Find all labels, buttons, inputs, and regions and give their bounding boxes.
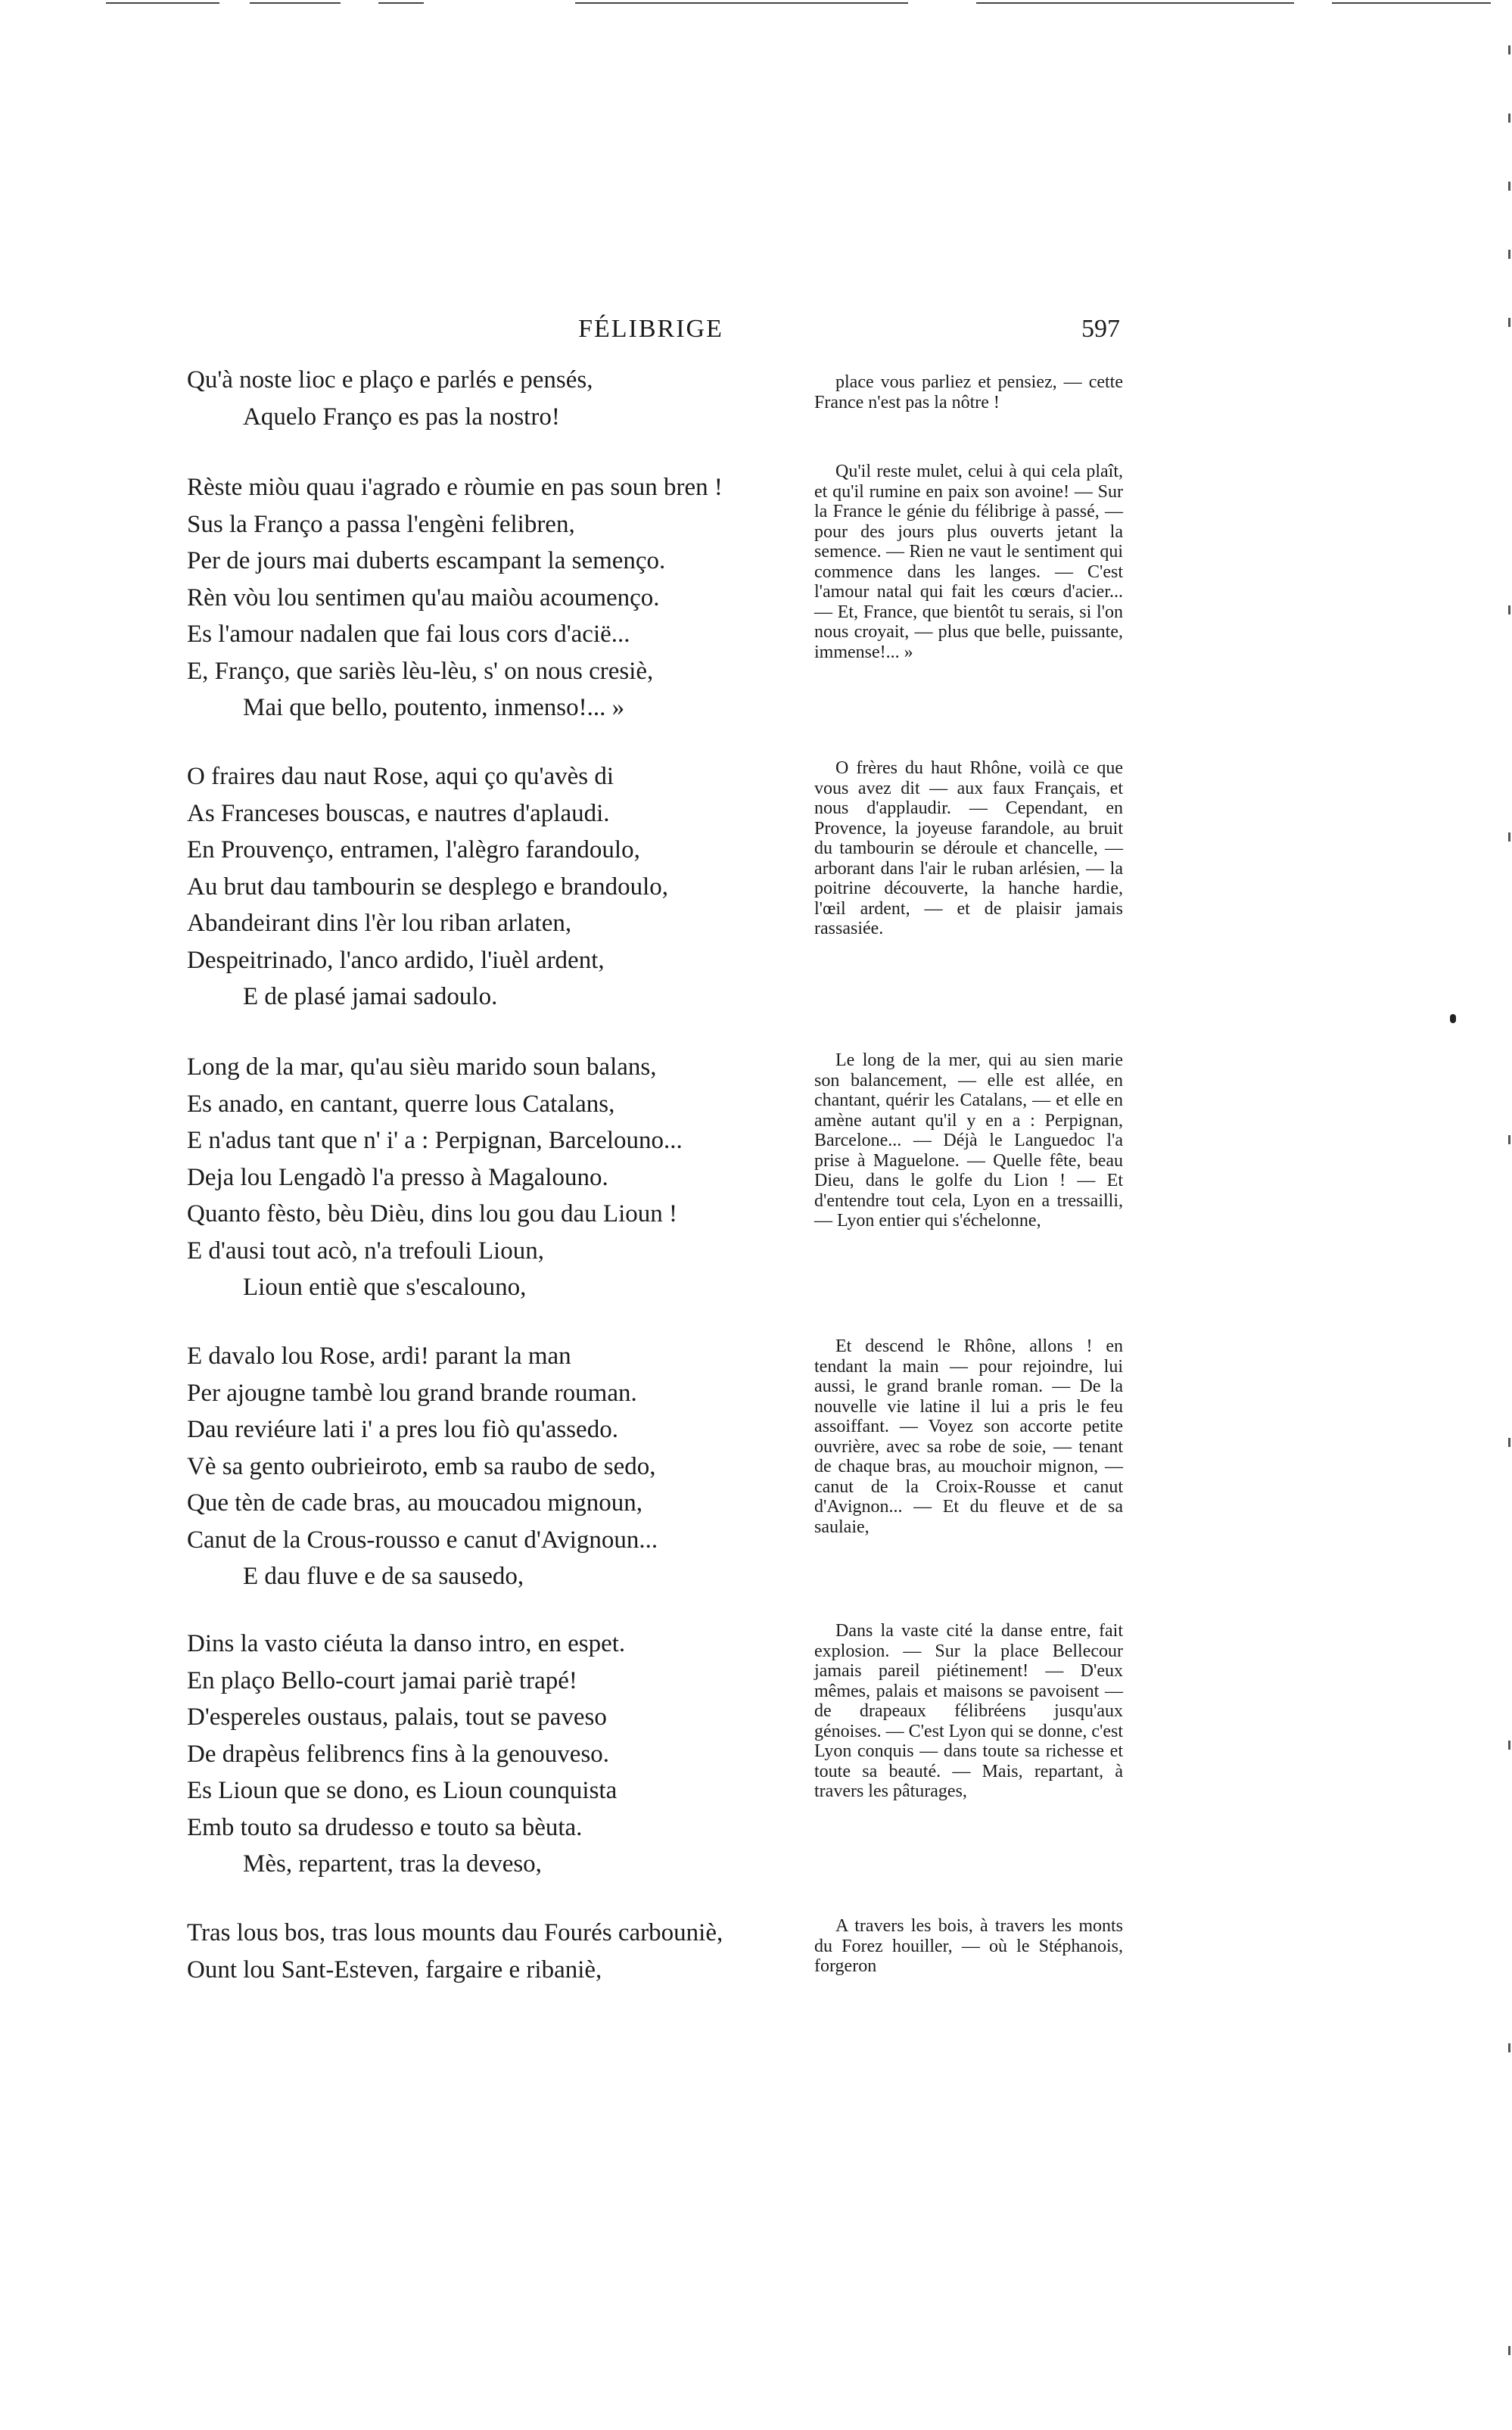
verse-line: Es l'amour nadalen que fai lous cors d'acië...	[187, 621, 630, 648]
verse-line: As Franceses bouscas, e nautres d'aplaudi.	[187, 799, 610, 827]
verse-line: Es anado, en cantant, querre lous Catalans,	[187, 1090, 615, 1118]
verse-line: E de plasé jamai sadoulo.	[243, 983, 498, 1010]
verse-line: Long de la mar, qu'au sièu marido soun balans,	[187, 1053, 657, 1081]
verse-line: Mai que bello, poutento, inmenso!... »	[243, 694, 625, 721]
verse-line: Despeitrinado, l'anco ardido, l'iuèl ardent,	[187, 946, 605, 974]
verse-line: E n'adus tant que n' i' a : Perpignan, Barcelouno...	[187, 1127, 683, 1154]
verse-line: Quanto fèsto, bèu Dièu, dins lou gou dau Lioun !	[187, 1200, 677, 1227]
running-header-title: FÉLIBRIGE	[578, 315, 723, 343]
verse-line: Sus la Franço a passa l'engèni felibren,	[187, 510, 575, 538]
margin-ink-speck	[1450, 1014, 1456, 1023]
verse-line: Deja lou Lengadò l'a presso à Magalouno.	[187, 1163, 608, 1191]
verse-line: Ount lou Sant-Esteven, fargaire e ribaniè,	[187, 1956, 602, 1984]
verse-stanza	[187, 1049, 807, 1306]
verse-line: Abandeirant dins l'èr lou riban arlaten,	[187, 910, 572, 937]
translation-paragraph: Le long de la mer, qui au sien marie son balancement, — elle est allée, en chantant, quérir les Catalans, — et elle en amène autant qu'il y en a : Perpignan, Barcelone... — Déjà le Languedoc l'a prise à Maguelone. — Quelle fête, beau Dieu, dans le golfe du Lion ! — Et d'entendre tout cela, Lyon en a tressailli, — Lyon entier qui s'échelonne,	[814, 1050, 1123, 1231]
translation-paragraph: Qu'il reste mulet, celui à qui cela plaît, et qu'il rumine en paix son avoine! — Sur la France le génie du félibrige à passé, — pour des jours plus ouverts jetant la semence. — Rien ne vaut le sentiment qui commence dans les langes. — C'est l'amour natal qui fait les cœurs d'acier... — Et, France, que bientôt tu serais, si l'on nous croyait, — plus que belle, puissante, immense!... »	[814, 462, 1123, 662]
verse-line: Tras lous bos, tras lous mounts dau Fourés carbouniè,	[187, 1919, 723, 1946]
verse-line: E davalo lou Rose, ardi! parant la man	[187, 1343, 571, 1370]
translation-paragraph: Dans la vaste cité la danse entre, fait explosion. — Sur la place Bellecour jamais pareil piétinement! — D'eux mêmes, palais et maisons se pavoisent — de drapeaux félibréens jusqu'aux génoises. — C'est Lyon qui se donne, c'est Lyon conquis — dans toute sa richesse et toute sa beauté. — Mais, repartant, à travers les pâturages,	[814, 1621, 1123, 1801]
verse-line: E d'ausi tout acò, n'a trefouli Lioun,	[187, 1237, 544, 1265]
verse-stanza	[187, 758, 807, 1016]
verse-line: Qu'à noste lioc e plaço e parlés e pensés,	[187, 366, 593, 394]
verse-line: Canut de la Crous-rousso e canut d'Avignoun...	[187, 1526, 658, 1554]
translation-paragraph: place vous parliez et pensiez, — cette France n'est pas la nôtre !	[814, 372, 1123, 412]
verse-stanza	[187, 362, 807, 435]
verse-line: En Prouvenço, entramen, l'alègro farandoulo,	[187, 836, 640, 863]
verse-line: Rèste miòu quau i'agrado e ròumie en pas soun bren !	[187, 474, 723, 501]
scan-right-edge-artifact	[1501, 0, 1512, 2430]
translation-paragraph: O frères du haut Rhône, voilà ce que vous avez dit — aux faux Français, et nous d'applaudir. — Cependant, en Provence, la joyeuse farandole, au bruit du tambourin se déroule et chancelle, — arborant dans l'air le ruban arlésien, — la poitrine découverte, la hanche hardie, l'œil ardent, — et de plaisir jamais rassasiée.	[814, 758, 1123, 938]
verse-line: Rèn vòu lou sentimen qu'au maiòu acoumenço.	[187, 583, 660, 611]
verse-line: Dins la vasto ciéuta la danso intro, en espet.	[187, 1630, 626, 1657]
scan-top-artifact	[0, 0, 1512, 11]
verse-line: Vè sa gento oubrieiroto, emb sa raubo de sedo,	[187, 1452, 656, 1480]
verse-line: Lioun entiè que s'escalouno,	[243, 1274, 527, 1301]
verse-stanza	[187, 469, 807, 727]
verse-line: Per de jours mai duberts escampant la semenço.	[187, 547, 666, 574]
verse-stanza	[187, 1915, 807, 1988]
translation-paragraph: A travers les bois, à travers les monts du Forez houiller, — où le Stéphanois, forgeron	[814, 1916, 1123, 1976]
verse-line: De drapèus felibrencs fins à la genouveso.	[187, 1740, 610, 1768]
verse-line: Que tèn de cade bras, au moucadou mignoun,	[187, 1489, 643, 1517]
verse-line: Emb touto sa drudesso e touto sa bèuta.	[187, 1813, 583, 1841]
verse-line: Es Lioun que se dono, es Lioun counquista	[187, 1777, 618, 1804]
translation-paragraph: Et descend le Rhône, allons ! en tendant la main — pour rejoindre, lui aussi, le grand branle roman. — De la nouvelle vie latine il lui a pris le feu assoiffant. — Voyez son accorte petite ouvrière, avec sa robe de soie, — tenant de chaque bras, au mouchoir mignon, — canut de la Croix-Rousse et canut d'Avignon... — Et du fleuve et de sa saulaie,	[814, 1336, 1123, 1537]
verse-line: En plaço Bello-court jamai pariè trapé!	[187, 1666, 577, 1694]
verse-line: Au brut dau tambourin se desplego e brandoulo,	[187, 873, 669, 901]
page-number: 597	[1081, 315, 1120, 343]
verse-line: Dau reviéure lati i' a pres lou fiò qu'assedo.	[187, 1416, 618, 1443]
verse-line: E, Franço, que sariès lèu-lèu, s' on nous cresiè,	[187, 657, 654, 685]
verse-line: O fraires dau naut Rose, aqui ço qu'avès di	[187, 763, 614, 790]
verse-stanza	[187, 1338, 807, 1595]
verse-line: Mès, repartent, tras la deveso,	[243, 1850, 542, 1878]
verse-line: Aquelo Franço es pas la nostro!	[243, 403, 560, 431]
verse-line: Per ajougne tambè lou grand brande rouman.	[187, 1379, 637, 1407]
verse-stanza	[187, 1626, 807, 1883]
verse-line: D'espereles oustaus, palais, tout se paveso	[187, 1703, 607, 1731]
verse-line: E dau fluve e de sa sausedo,	[243, 1563, 524, 1590]
